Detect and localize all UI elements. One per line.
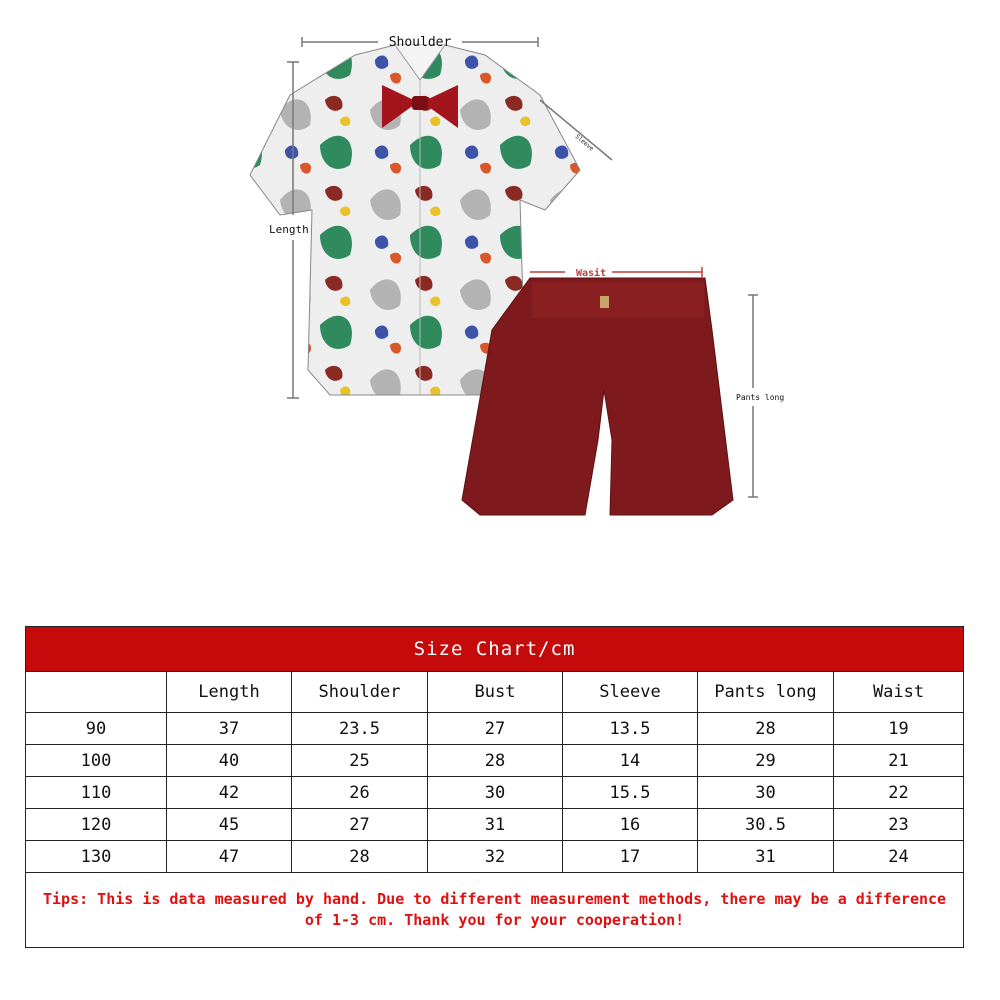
- size-cell: 110: [26, 777, 167, 809]
- table-cell: 16: [563, 809, 698, 841]
- table-cell: 31: [698, 841, 834, 873]
- table-cell: 31: [428, 809, 563, 841]
- table-cell: 17: [563, 841, 698, 873]
- sleeve-label: Sleeve: [573, 133, 595, 153]
- table-cell: 25: [292, 745, 428, 777]
- table-cell: 30.5: [698, 809, 834, 841]
- table-cell: 24: [834, 841, 964, 873]
- column-header: Bust: [428, 672, 563, 713]
- column-header: Pants long: [698, 672, 834, 713]
- table-row: [26, 777, 964, 809]
- size-cell: 90: [26, 713, 167, 745]
- table-row: [26, 841, 964, 873]
- table-row: [26, 713, 964, 745]
- table-cell: 22: [834, 777, 964, 809]
- table-cell: 37: [167, 713, 292, 745]
- size-chart-body: [26, 627, 964, 948]
- table-row: [26, 809, 964, 841]
- shoulder-label: Shoulder: [388, 35, 452, 50]
- table-cell: 30: [428, 777, 563, 809]
- length-label: Length: [269, 223, 309, 236]
- table-cell: 32: [428, 841, 563, 873]
- table-cell: 23.5: [292, 713, 428, 745]
- column-header: [26, 672, 167, 713]
- table-cell: 29: [698, 745, 834, 777]
- column-header: Waist: [834, 672, 964, 713]
- table-cell: 47: [167, 841, 292, 873]
- table-cell: 40: [167, 745, 292, 777]
- table-cell: 28: [292, 841, 428, 873]
- size-cell: 130: [26, 841, 167, 873]
- table-cell: 42: [167, 777, 292, 809]
- column-header: Shoulder: [292, 672, 428, 713]
- tips-text: Tips: This is data measured by hand. Due to different measurement methods, there may be a difference of 1-3 cm. Thank you for your cooperation!: [26, 873, 964, 948]
- table-cell: 23: [834, 809, 964, 841]
- waist-measure-line: [530, 267, 702, 277]
- waist-label: Wasit: [576, 268, 607, 279]
- table-cell: 28: [698, 713, 834, 745]
- table-cell: 19: [834, 713, 964, 745]
- column-header-row: [26, 672, 964, 713]
- size-cell: 120: [26, 809, 167, 841]
- table-cell: 14: [563, 745, 698, 777]
- column-header: Length: [167, 672, 292, 713]
- table-cell: 30: [698, 777, 834, 809]
- size-chart-title-row: [26, 627, 964, 672]
- table-row: [26, 745, 964, 777]
- table-cell: 13.5: [563, 713, 698, 745]
- table-cell: 27: [428, 713, 563, 745]
- size-chart-table: [25, 626, 964, 948]
- column-header: Sleeve: [563, 672, 698, 713]
- table-cell: 28: [428, 745, 563, 777]
- table-cell: 26: [292, 777, 428, 809]
- pants-long-label: Pants long: [736, 393, 785, 402]
- size-cell: 100: [26, 745, 167, 777]
- table-cell: 45: [167, 809, 292, 841]
- size-chart-title: Size Chart/cm: [26, 627, 964, 672]
- table-cell: 27: [292, 809, 428, 841]
- table-cell: 15.5: [563, 777, 698, 809]
- tips-row: [26, 873, 964, 948]
- table-cell: 21: [834, 745, 964, 777]
